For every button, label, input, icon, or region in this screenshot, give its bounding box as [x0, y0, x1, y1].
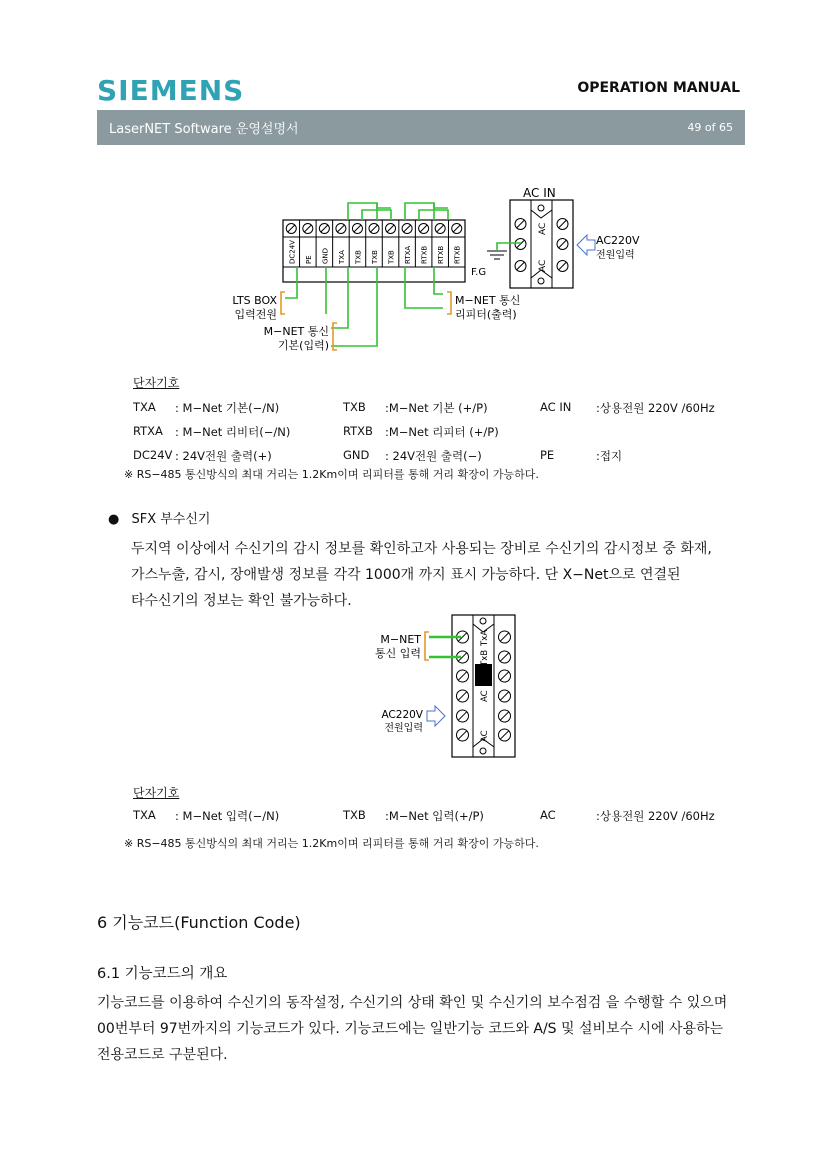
- ac-top-label: AC: [538, 222, 548, 235]
- legend-key: AC: [540, 808, 556, 822]
- paragraph-line: 전용코드로 구분된다.: [97, 1047, 228, 1063]
- legend-key: DC24V: [133, 448, 173, 462]
- blank-terminal: [475, 664, 492, 686]
- ac-bottom-label: AC: [538, 259, 548, 272]
- paragraph-line: 가스누출, 감시, 장애발생 정보를 각각 1000개 까지 표시 가능하다. 단 X−Net으로 연결된: [131, 567, 681, 583]
- legend-key: TXB: [343, 400, 366, 414]
- legend-key: RTXA: [133, 424, 163, 438]
- mnet-base-label: M−NET 통신: [263, 325, 329, 338]
- txa-label: TxA: [480, 629, 490, 646]
- paragraph-line: 기능코드를 이용하여 수신기의 동작설정, 수신기의 상태 확인 및 수신기의 보수점검 을 수행할 수 있으며: [97, 995, 728, 1011]
- legend-table: [133, 400, 715, 468]
- legend-value: :상용전원 220V /60Hz: [596, 809, 715, 823]
- lts-box-label: LTS BOX: [232, 294, 277, 307]
- legend-key: AC IN: [540, 400, 572, 414]
- legend-value: :M−Net 리피터 (+/P): [385, 425, 499, 439]
- sfx-paragraph: [131, 536, 741, 614]
- ac-in-label: AC IN: [523, 186, 556, 200]
- bullet-dot: ●: [108, 512, 120, 527]
- paragraph-line: 00번부터 97번까지의 기능코드가 있다. 기능코드에는 일반기능 코드와 A/S 및 설비보수 시에 사용하는: [97, 1021, 724, 1037]
- legend-value: :M−Net 기본 (+/P): [385, 401, 488, 415]
- fg-label: F.G: [471, 267, 487, 278]
- arrow-left-icon: [577, 235, 595, 255]
- siemens-logo: SIEMENS: [97, 74, 245, 107]
- label-bracket: [425, 632, 429, 660]
- txb-label: TxB: [480, 649, 490, 666]
- legend-value: : 24V전원 출력(−): [385, 449, 482, 463]
- mnet-label: M−NET: [380, 633, 421, 646]
- legend-value: : M−Net 입력(−/N): [175, 809, 280, 823]
- ac-top-label: AC: [480, 690, 490, 702]
- legend-value: : M−Net 기본(−/N): [175, 401, 280, 415]
- page-number: 49 of 65: [687, 121, 733, 134]
- ac220-label: AC220V: [596, 234, 640, 247]
- legend-value: :상용전원 220V /60Hz: [596, 401, 715, 415]
- mnet-repeater-sub-label: 리피터(출력): [455, 308, 517, 321]
- mnet-repeater-label: M−NET 통신: [455, 294, 521, 307]
- legend-key: RTXB: [343, 424, 373, 438]
- terminal-label: TXB: [354, 250, 363, 264]
- section-title: 6 기능코드(Function Code): [97, 913, 301, 932]
- terminal-label: RTXA: [404, 245, 413, 264]
- subsection-title: 6.1 기능코드의 개요: [97, 966, 228, 982]
- legend-row: [133, 424, 715, 448]
- arrow-right-icon: [427, 706, 445, 726]
- mnet-base-sub-label: 기본(입력): [277, 339, 329, 352]
- legend-value: :M−Net 입력(+/P): [385, 809, 484, 823]
- legend-key: PE: [540, 448, 555, 462]
- legend-key: TXA: [133, 808, 156, 822]
- bullet-label: SFX 부수신기: [131, 512, 211, 527]
- terminal-diagram-2: [365, 612, 525, 760]
- terminal-label: PE: [304, 255, 313, 264]
- terminal-label: TXA: [337, 250, 346, 264]
- legend-key: TXA: [133, 400, 156, 414]
- doc-title: LaserNET Software 운영설명서: [109, 122, 299, 137]
- ac220-sub-label: 전원입력: [596, 250, 635, 261]
- terminal-label: RTXB: [453, 245, 462, 264]
- legend-title: 단자기호: [133, 376, 180, 390]
- legend-key: TXB: [343, 808, 366, 822]
- legend-value: : M−Net 리비터(−/N): [175, 425, 291, 439]
- header-bar: [97, 110, 745, 145]
- jumper-wires: [348, 203, 448, 220]
- mnet-sub-label: 통신 입력: [374, 647, 421, 660]
- lts-power-label: 입력전원: [234, 308, 277, 321]
- terminal-label: RTXB: [437, 245, 446, 264]
- legend-row: [133, 400, 715, 424]
- legend-value: : 24V전원 출력(+): [175, 449, 272, 463]
- terminal-label: GND: [321, 247, 330, 264]
- terminal-label: DC24V: [288, 240, 297, 264]
- legend-key: GND: [343, 448, 370, 462]
- ac220-sub-label: 전원입력: [384, 723, 423, 734]
- note-text-2: ※ RS−485 통신방식의 최대 거리는 1.2Km이며 리피터를 통해 거리 확장이 가능하다.: [124, 837, 539, 850]
- legend-row: [133, 808, 715, 824]
- section6-paragraph: [97, 990, 742, 1068]
- note-text: ※ RS−485 통신방식의 최대 거리는 1.2Km이며 리피터를 통해 거리 확장이 가능하다.: [124, 468, 539, 481]
- paragraph-line: 타수신기의 정보는 확인 불가능하다.: [131, 593, 352, 609]
- terminal-label: RTXB: [420, 245, 429, 264]
- legend-value: :접지: [596, 449, 623, 463]
- legend-title-2: 단자기호: [133, 786, 180, 800]
- terminal-diagram-1: [215, 180, 665, 355]
- paragraph-line: 두지역 이상에서 수신기의 감시 정보를 확인하고자 사용되는 장비로 수신기의 감시정보 중 화재,: [131, 541, 712, 557]
- legend-row: [133, 448, 715, 468]
- terminal-label: TXB: [371, 250, 379, 264]
- ac-bottom-label: AC: [480, 730, 490, 742]
- bullet-item: [108, 508, 210, 527]
- manual-label: OPERATION MANUAL: [577, 80, 740, 96]
- ac220-label: AC220V: [381, 709, 423, 721]
- terminal-label: TXB: [387, 250, 396, 264]
